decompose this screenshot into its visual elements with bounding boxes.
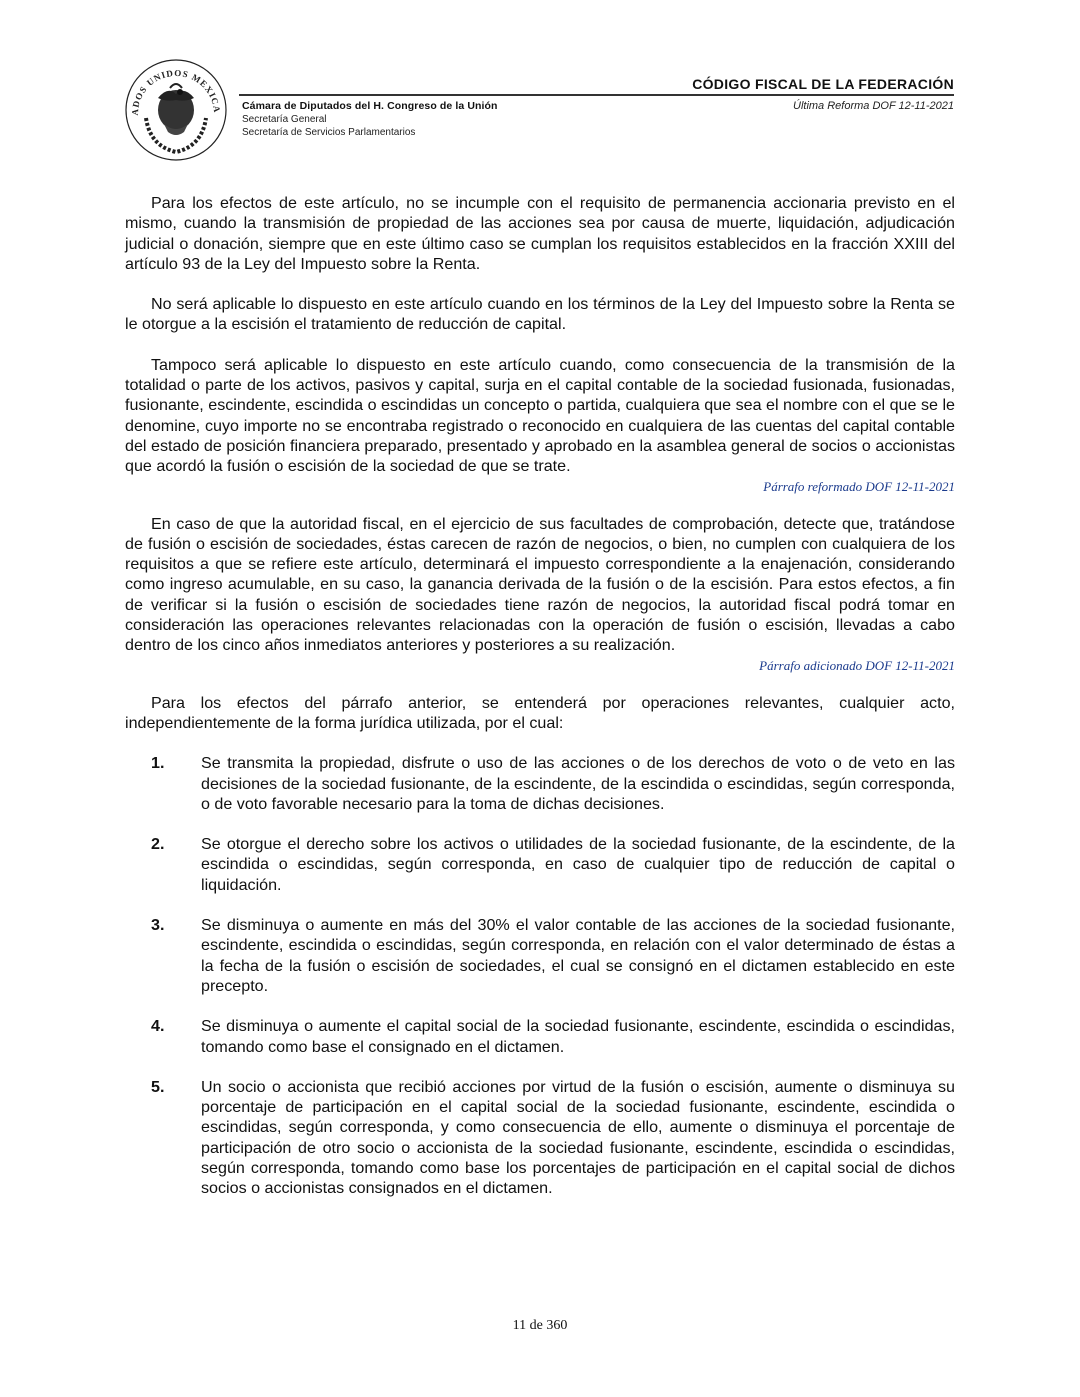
list-item-number: 5. [151,1077,165,1096]
secretaria-general: Secretaría General [242,114,327,125]
list-item-text: Se disminuya o aumente en más del 30% el valor contable de las acciones de la sociedad fusionante, escindente, escindida o escindidas, según corresponda, en relación con el valor determinado de éstas a la fecha de la fusión o escisión de sociedades, el cual se consignó en el dictamen establecido en este precepto. [201,916,955,995]
paragraph: En caso de que la autoridad fiscal, en el ejercicio de sus facultades de comprobación, detecte que, tratándose de fusión o escisión de sociedades, éstas carecen de razón de negocios, o bien, no cumplen con cualquiera de los requisitos a que se refiere este artículo, determinará el impuesto correspondiente a la enajenación, considerando como ingreso acumulable, en su caso, la ganancia derivada de la fusión o de la escisión. Para estos efectos, a fin de verificar si la fusión o escisión de sociedades tiene razón de negocios, la autoridad fiscal podrá tomar en consideración las operaciones relevantes relacionadas con la operación de fusión o escisión, llevadas a cabo dentro de los cinco años inmediatos anteriores y posteriores a su realización. [125,514,955,655]
list-item [125,753,955,814]
list-item-text: Se transmita la propiedad, disfrute o uso de las acciones o de los derechos de voto o de veto en las decisiones de la sociedad fusionante, de la escindente, de la escindida o escindidas, según corresponda, o de voto favorable necesario para la toma de dichas decisiones. [201,754,955,813]
list-item-number: 3. [151,916,165,935]
camara-title: Cámara de Diputados del H. Congreso de la Unión [242,100,498,112]
paragraph: Para los efectos del párrafo anterior, se entenderá por operaciones relevantes, cualquier acto, independientemente de la forma jurídica utilizada, por el cual: [125,693,955,732]
list-item [125,1016,955,1057]
chamber-header [242,100,498,139]
document-body [125,193,955,1199]
reform-note: Párrafo reformado DOF 12-11-2021 [763,478,955,494]
list-item-text: Se disminuya o aumente el capital social de la sociedad fusionante, escindente, escindida o escindidas, tomando como base el consignado en el dictamen. [201,1017,955,1056]
paragraph: No será aplicable lo dispuesto en este artículo cuando en los términos de la Ley del Impuesto sobre la Renta se le otorgue a la escisión el tratamiento de reducción de capital. [125,295,955,334]
code-title: CÓDIGO FISCAL DE LA FEDERACIÓN [692,76,954,92]
paragraph: Tampoco será aplicable lo dispuesto en este artículo cuando, como consecuencia de la transmisión de la totalidad o parte de los activos, pasivos y capital, surja en el capital contable de la sociedad fusionada, fusionadas, fusionante, escindente, escindida o escindidas un concepto o partida, cualquiera que sea el nombre con el que se le denomine, cuyo importe no se encontraba registrado o reconocido en cualquiera de las cuentas del capital contable del estado de posición financiera preparado, presentado y aprobado en la asamblea general de socios o accionistas que acordó la fusión o escisión de la sociedad de que se trate. [125,355,955,476]
document-title-block [692,76,954,112]
list-item-number: 1. [151,754,165,773]
header-rule [239,94,954,96]
addition-note: Párrafo adicionado DOF 12-11-2021 [759,657,955,673]
last-reform: Última Reforma DOF 12-11-2021 [793,100,954,112]
mexican-coat-of-arms-seal [124,58,228,162]
list-item [125,915,955,996]
paragraph: Para los efectos de este artículo, no se incumple con el requisito de permanencia accionaria previsto en el mismo, cuando la transmisión de propiedad de las acciones sea por causa de muerte, liquidación, adjudicación judicial o donación, siempre que en este último caso se cumplan los requisitos establecidos en la fracción XXIII del artículo 93 de la Ley del Impuesto sobre la Renta. [125,194,955,273]
list-item-text: Un socio o accionista que recibió acciones por virtud de la fusión o escisión, aumente o disminuya su porcentaje de participación en el capital social de la sociedad fusionante, escindente, escindida o escindidas, según corresponda, y como consecuencia de ello, aumente o disminuya el porcentaje de participación de otro socio o accionista de la sociedad fusionante, escindente, escindida o escindidas, según corresponda, tomando como base los porcentajes de participación en el capital social de dichos socios o accionistas consignados en el dictamen. [201,1077,955,1198]
list-item-text: Se otorgue el derecho sobre los activos o utilidades de la sociedad fusionante, de la escindente, de la escindida o escindidas, según corresponda, en caso de cualquier tipo de reducción de capital o liquidación. [201,835,955,894]
svg-text:ESTADOS UNIDOS MEXICANOS: ADOS UNIDOS MEXICA [129,67,223,116]
list-item [125,834,955,895]
list-item-number: 2. [151,835,165,854]
list-item-number: 4. [151,1017,165,1036]
page-number: 11 de 360 [512,1318,568,1333]
secretaria-servicios: Secretaría de Servicios Parlamentarios [242,127,416,138]
list-item [125,1077,955,1199]
